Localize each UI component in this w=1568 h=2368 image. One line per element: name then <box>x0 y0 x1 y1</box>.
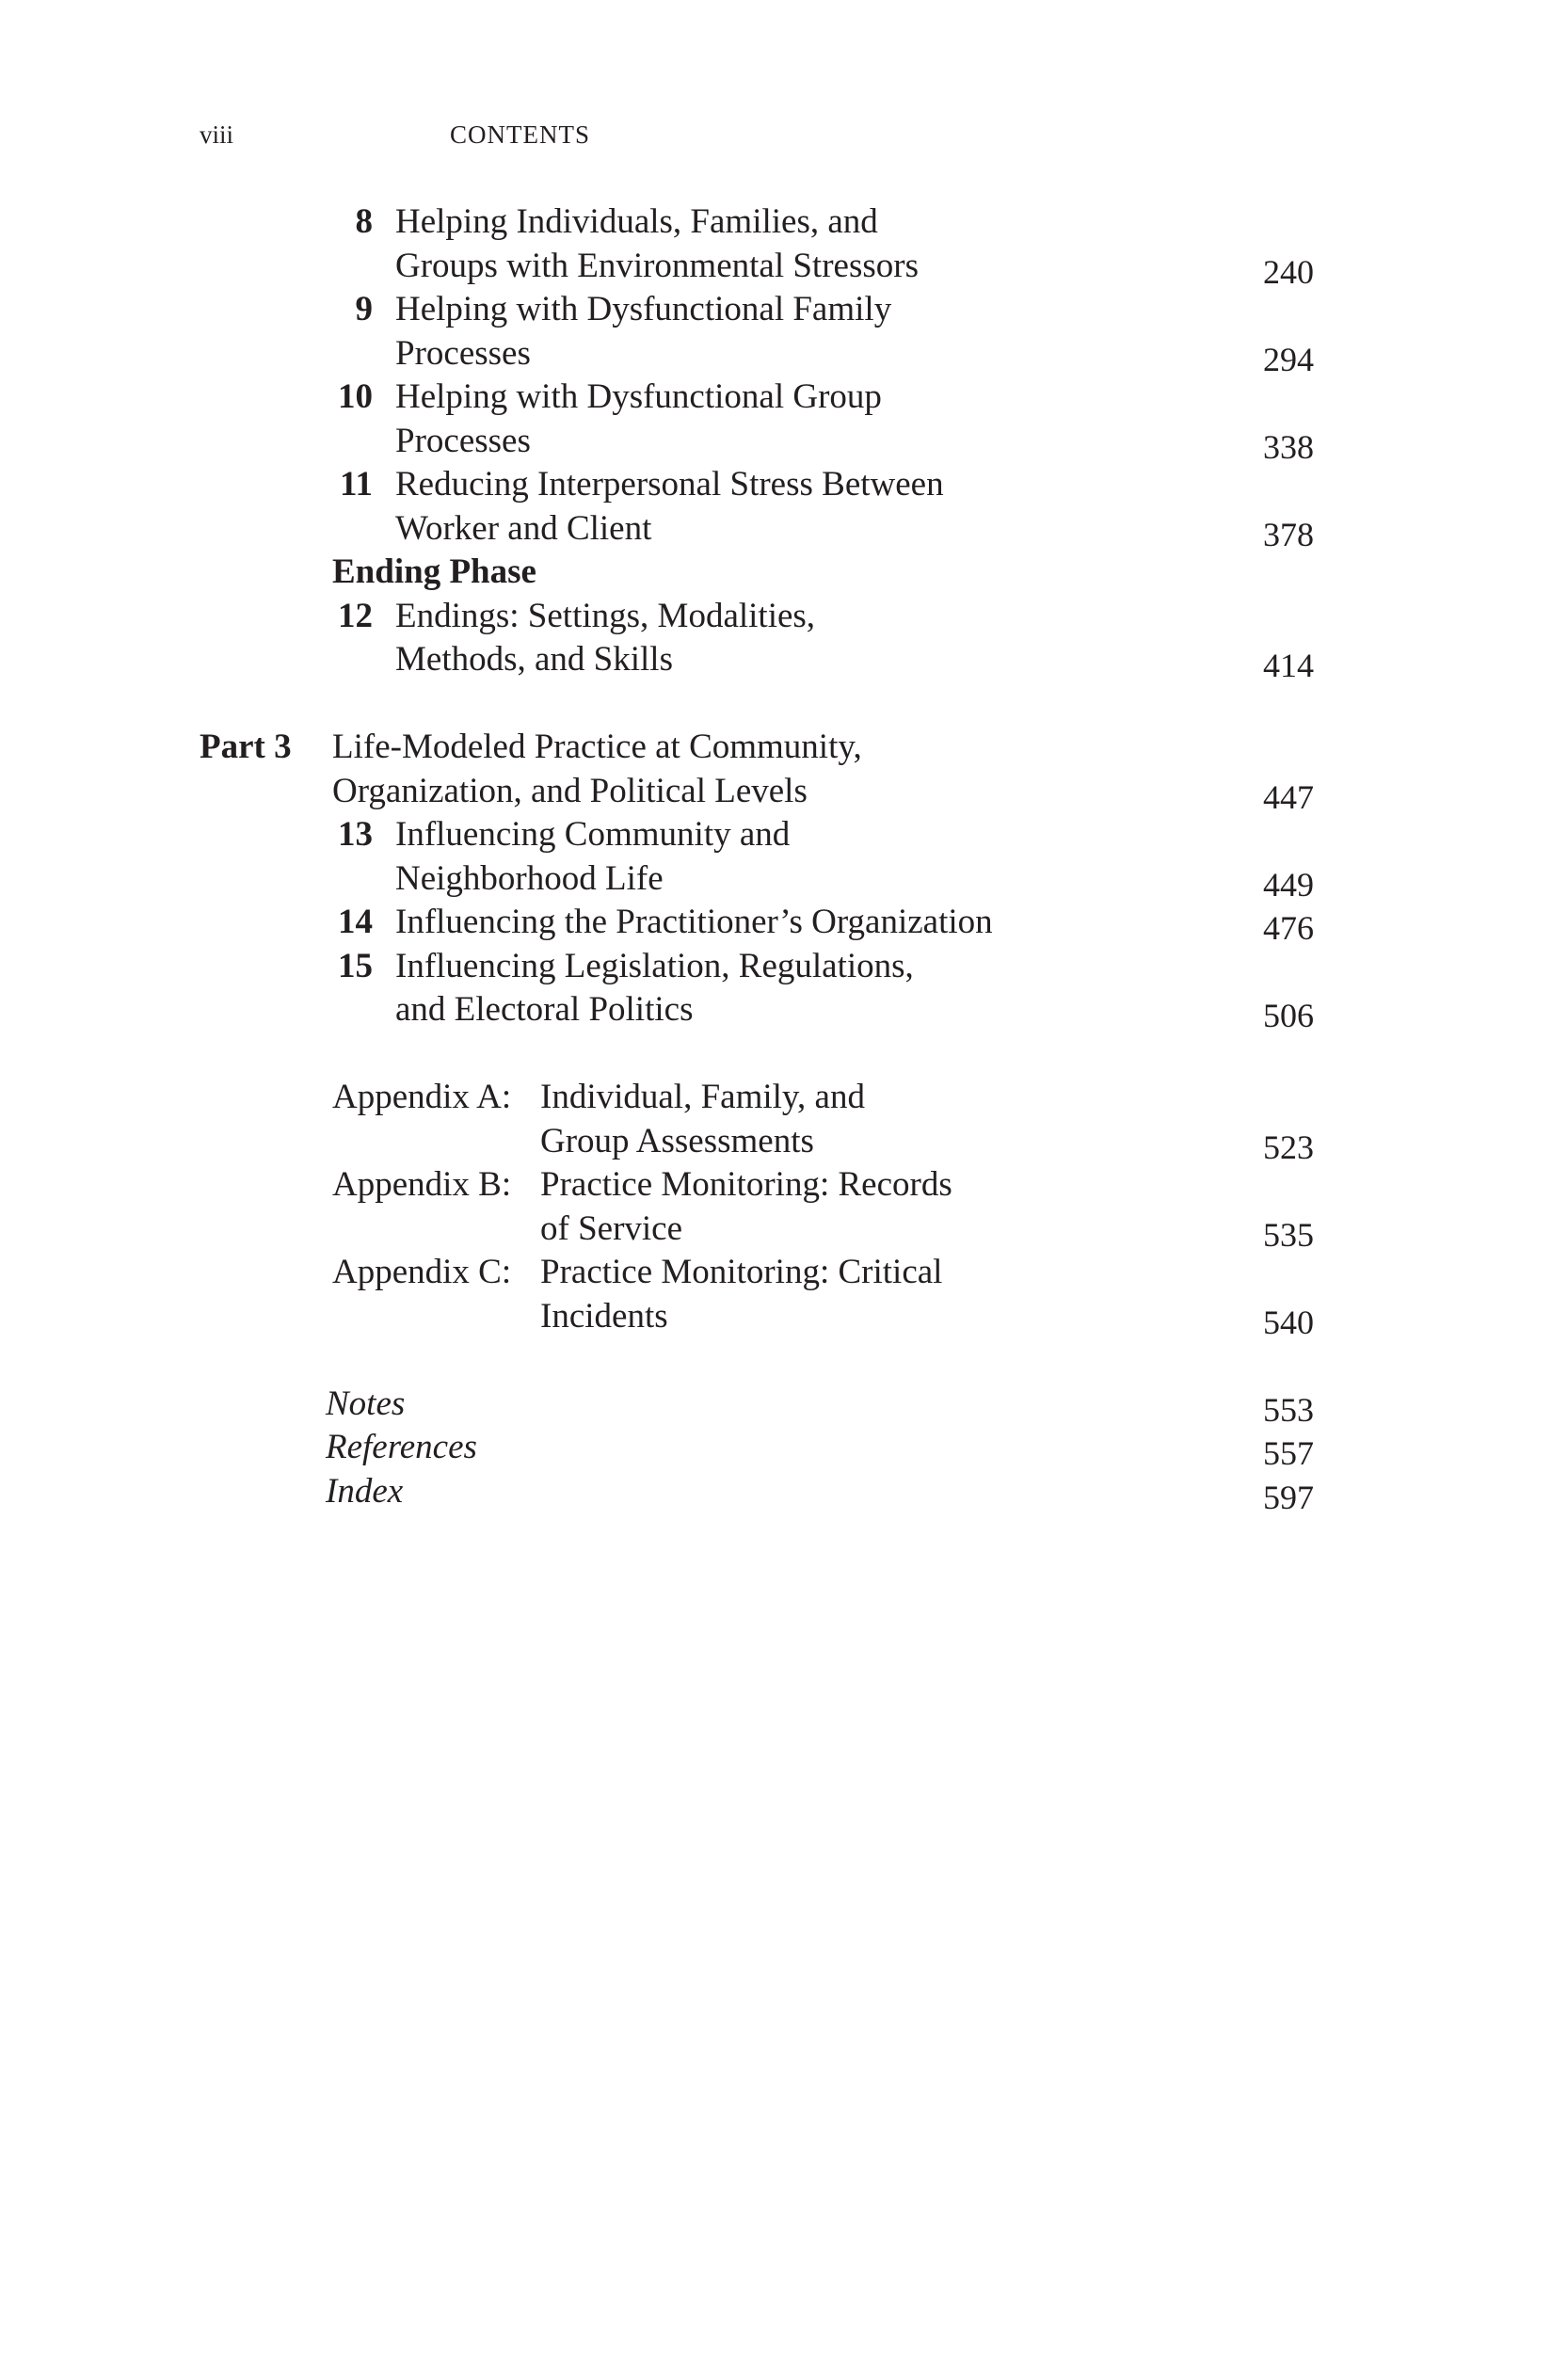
toc-entry-ch14[interactable] <box>0 901 1568 945</box>
appendix-title-line: Practice Monitoring: Records <box>540 1165 952 1204</box>
chapter-number: 10 <box>338 377 373 416</box>
chapter-title-line: and Electoral Politics <box>395 990 694 1029</box>
page-number: 476 <box>1263 909 1314 947</box>
appendix-title-line: Incidents <box>540 1296 668 1336</box>
toc-entry-ch8-cont[interactable] <box>0 245 1568 289</box>
chapter-title-line: Processes <box>395 421 531 460</box>
toc-entry-ch12[interactable] <box>0 595 1568 639</box>
page-number: 338 <box>1263 427 1314 466</box>
chapter-number: 11 <box>340 465 373 504</box>
page-header <box>200 120 858 158</box>
page-number: 414 <box>1263 647 1314 684</box>
chapter-title-line: Reducing Interpersonal Stress Between <box>395 465 944 504</box>
toc-entry-ch13[interactable] <box>0 813 1568 857</box>
toc-entry-ch15-cont[interactable] <box>0 988 1568 1032</box>
chapter-title-line: Neighborhood Life <box>395 858 664 898</box>
page-number: 294 <box>1263 340 1314 378</box>
spacer <box>0 682 1568 727</box>
chapter-number: 12 <box>338 596 373 635</box>
toc-entry-part3[interactable] <box>0 726 1568 770</box>
back-matter-title: Index <box>326 1471 404 1511</box>
appendix-title-line: Practice Monitoring: Critical <box>540 1253 943 1291</box>
page-number: 540 <box>1263 1303 1314 1341</box>
toc-entry-ch15[interactable] <box>0 945 1568 989</box>
toc-entry-notes[interactable] <box>0 1383 1568 1427</box>
section-heading-ending-phase <box>0 551 1568 595</box>
part-title-line: Organization, and Political Levels <box>332 771 808 810</box>
chapter-title-line: Influencing Legislation, Regulations, <box>395 946 914 985</box>
toc-entry-part3-cont[interactable] <box>0 770 1568 814</box>
appendix-label: Appendix A: <box>332 1078 512 1116</box>
toc-entry-ch11[interactable] <box>0 463 1568 507</box>
toc-entry-index[interactable] <box>0 1470 1568 1514</box>
page-number: 597 <box>1263 1478 1314 1516</box>
toc-entry-appendix-a-cont[interactable] <box>0 1120 1568 1164</box>
page-number: 557 <box>1263 1434 1314 1472</box>
toc-entry-appendix-b-cont[interactable] <box>0 1208 1568 1252</box>
chapter-number: 15 <box>338 946 373 985</box>
toc-entry-references[interactable] <box>0 1426 1568 1470</box>
chapter-title-line: Processes <box>395 333 531 373</box>
toc-entry-appendix-a[interactable] <box>0 1076 1568 1120</box>
table-of-contents <box>0 200 1568 1516</box>
section-heading: Ending Phase <box>332 552 536 591</box>
chapter-title-line: Worker and Client <box>395 508 652 548</box>
page-number: 378 <box>1263 515 1314 553</box>
page-number: 449 <box>1263 865 1314 904</box>
chapter-number: 8 <box>355 202 373 241</box>
chapter-number: 14 <box>338 903 373 941</box>
part-title-line: Life-Modeled Practice at Community, <box>332 728 862 766</box>
chapter-number: 9 <box>355 290 373 328</box>
toc-entry-appendix-c-cont[interactable] <box>0 1295 1568 1339</box>
part-label: Part 3 <box>200 728 292 766</box>
toc-entry-ch12-cont[interactable] <box>0 638 1568 682</box>
folio-number: viii <box>200 120 234 149</box>
chapter-title-line: Influencing Community and <box>395 815 791 854</box>
chapter-title-line: Endings: Settings, Modalities, <box>395 596 816 635</box>
spacer <box>0 1338 1568 1383</box>
appendix-label: Appendix B: <box>332 1165 512 1204</box>
toc-entry-ch13-cont[interactable] <box>0 857 1568 902</box>
chapter-title-line: Helping Individuals, Families, and <box>395 202 878 241</box>
back-matter-title: References <box>326 1428 477 1466</box>
chapter-title-line: Helping with Dysfunctional Group <box>395 377 882 416</box>
appendix-label: Appendix C: <box>332 1253 512 1291</box>
toc-entry-ch9-cont[interactable] <box>0 332 1568 376</box>
page-number: 523 <box>1263 1128 1314 1166</box>
page-number: 240 <box>1263 252 1314 291</box>
toc-entry-ch8[interactable] <box>0 200 1568 245</box>
toc-entry-ch9[interactable] <box>0 288 1568 332</box>
spacer <box>0 1032 1568 1077</box>
chapter-title-line: Helping with Dysfunctional Family <box>395 290 892 328</box>
toc-entry-appendix-c[interactable] <box>0 1251 1568 1295</box>
running-head: CONTENTS <box>450 120 590 149</box>
toc-entry-ch10[interactable] <box>0 376 1568 420</box>
page-number: 535 <box>1263 1215 1314 1254</box>
chapter-title-line: Influencing the Practitioner’s Organization <box>395 903 993 941</box>
page-number: 553 <box>1263 1390 1314 1429</box>
chapter-title-line: Methods, and Skills <box>395 640 673 679</box>
back-matter-title: Notes <box>326 1384 406 1423</box>
appendix-title-line: Group Assessments <box>540 1121 814 1160</box>
appendix-title-line: of Service <box>540 1208 683 1248</box>
chapter-title-line: Groups with Environmental Stressors <box>395 246 919 285</box>
chapter-number: 13 <box>338 815 373 854</box>
toc-entry-ch11-cont[interactable] <box>0 507 1568 552</box>
page-number: 506 <box>1263 997 1314 1034</box>
appendix-title-line: Individual, Family, and <box>540 1078 865 1116</box>
toc-entry-ch10-cont[interactable] <box>0 420 1568 464</box>
page-number: 447 <box>1263 777 1314 816</box>
toc-entry-appendix-b[interactable] <box>0 1163 1568 1208</box>
